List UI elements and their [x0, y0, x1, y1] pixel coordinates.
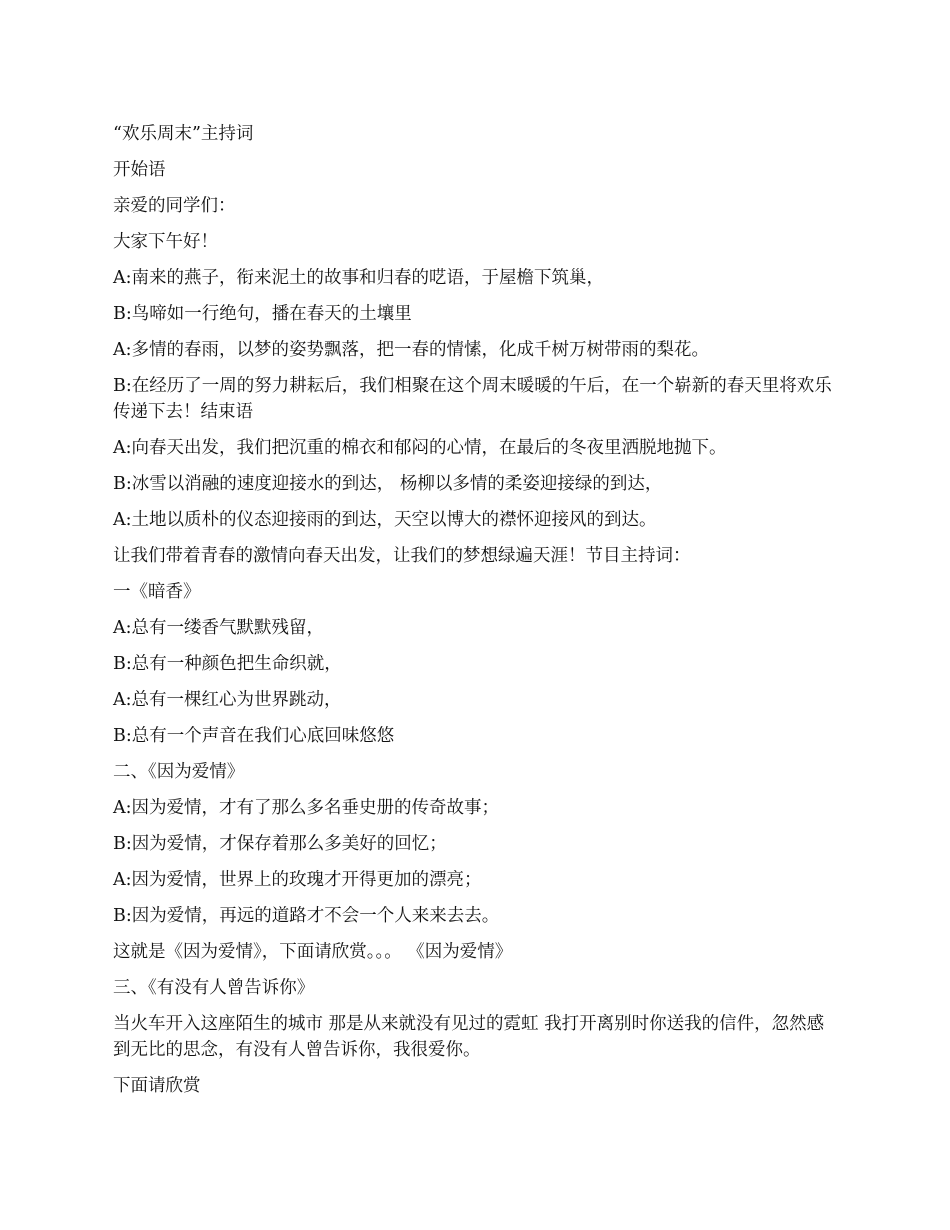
paragraph: 亲爱的同学们：	[113, 196, 236, 216]
paragraph: A:多情的春雨，以梦的姿势飘落，把一春的情愫，化成千树万树带雨的梨花。	[113, 340, 710, 360]
paragraph: A:因为爱情，世界上的玫瑰才开得更加的漂亮；	[113, 870, 482, 890]
paragraph: A:南来的燕子，衔来泥土的故事和归春的呓语，于屋檐下筑巢，	[113, 268, 605, 288]
program-heading: 二、《因为爱情》	[113, 762, 245, 782]
paragraph: 让我们带着青春的激情向春天出发，让我们的梦想绿遍天涯！节目主持词：	[113, 546, 691, 566]
paragraph: B:冰雪以消融的速度迎接水的到达， 杨柳以多情的柔姿迎接绿的到达，	[113, 474, 663, 494]
paragraph: A:因为爱情，才有了那么多名垂史册的传奇故事；	[113, 798, 500, 818]
paragraph: A:总有一缕香气默默残留，	[113, 618, 325, 638]
paragraph: B:鸟啼如一行绝句，播在春天的土壤里	[113, 304, 412, 324]
paragraph: B:在经历了一周的努力耕耘后，我们相聚在这个周末暖暖的午后，在一个崭新的春天里将欢乐传递下去！结束语	[113, 376, 832, 422]
paragraph: B:总有一个声音在我们心底回味悠悠	[113, 726, 395, 746]
program-heading: 三、《有没有人曾告诉你》	[113, 978, 315, 998]
program-heading: 一《暗香》	[113, 582, 201, 602]
paragraph: B:总有一种颜色把生命织就，	[113, 654, 342, 674]
document-page	[113, 121, 840, 1109]
section-heading: 开始语	[113, 160, 166, 180]
paragraph: B:因为爱情，再远的道路才不会一个人来来去去。	[113, 906, 500, 926]
paragraph: A:土地以质朴的仪态迎接雨的到达，天空以博大的襟怀迎接风的到达。	[113, 510, 657, 530]
paragraph: B:因为爱情，才保存着那么多美好的回忆；	[113, 834, 447, 854]
paragraph: A:向春天出发，我们把沉重的棉衣和郁闷的心情，在最后的冬夜里洒脱地抛下。	[113, 438, 727, 458]
paragraph: 当火车开入这座陌生的城市 那是从来就没有见过的霓虹 我打开离别时你送我的信件，忽然感到无比的思念，有没有人曾告诉你，我很爱你。	[113, 1014, 825, 1060]
paragraph: 大家下午好！	[113, 232, 218, 252]
paragraph: A:总有一棵红心为世界跳动，	[113, 690, 342, 710]
paragraph: 这就是《因为爱情》，下面请欣赏。。。 《因为爱情》	[113, 942, 513, 962]
document-title: “欢乐周末”主持词	[113, 124, 254, 144]
paragraph: 下面请欣赏	[113, 1076, 201, 1096]
